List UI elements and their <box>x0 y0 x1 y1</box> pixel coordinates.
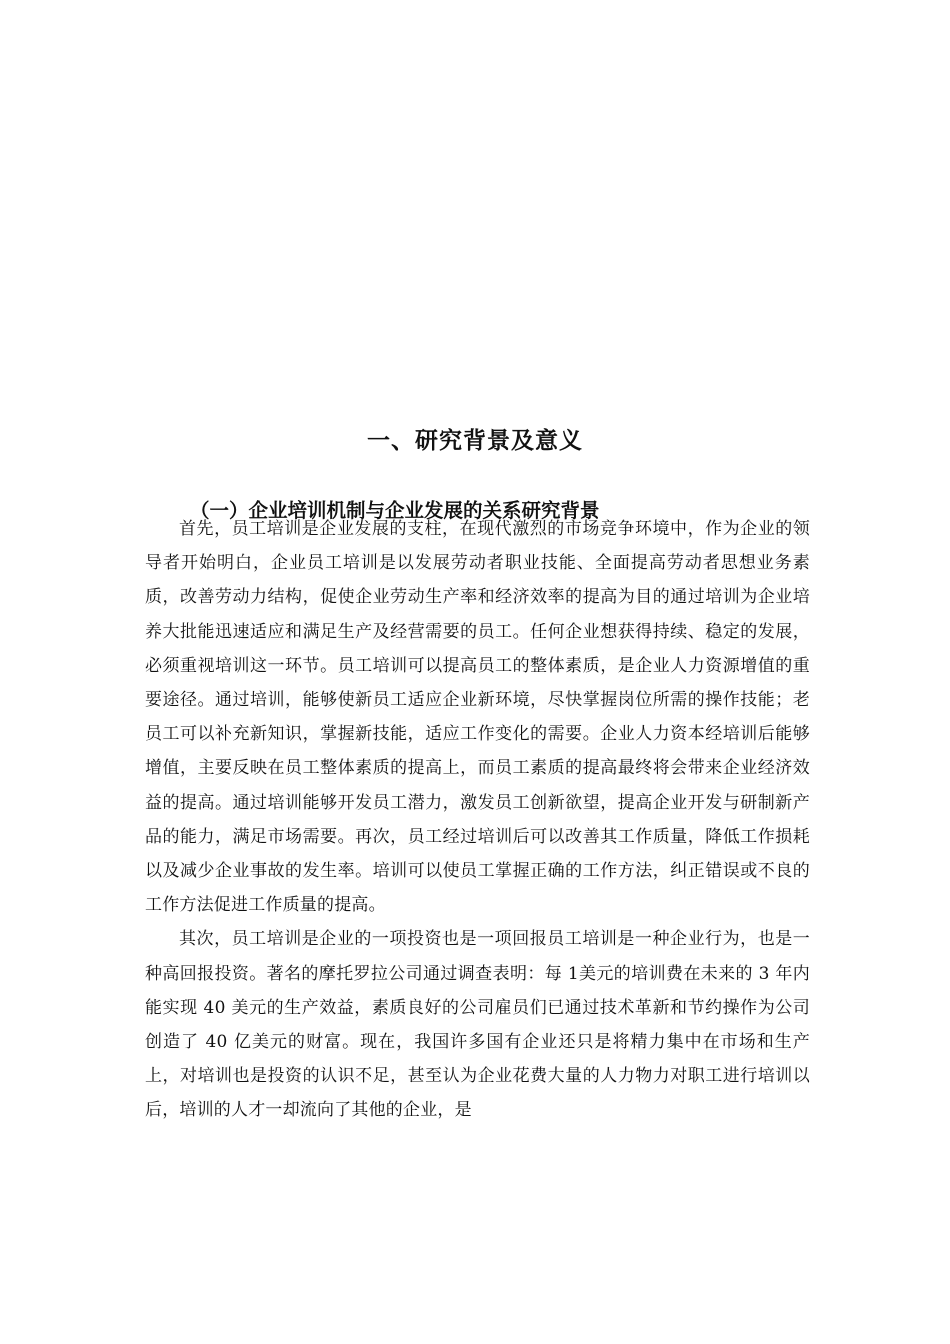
section-title: （一）企业培训机制与企业发展的关系研究背景 <box>190 499 600 523</box>
chapter-title: 一、研究背景及意义 <box>367 428 583 455</box>
paragraph-1: 首先，员工培训是企业发展的支柱，在现代激烈的市场竞争环境中，作为企业的领导者开始明白，企业员工培训是以发展劳动者职业技能、全面提高劳动者思想业务素质，改善劳动力结构，促使企业劳动生产率和经济效率的提高为目的通过培训为企业培养大批能迅速适应和满足生产及经营需要的员工。任何企业想获得持续、稳定的发展，必须重视培训这一环节。员工培训可以提高员工的整体素质，是企业人力资源增值的重要途径。通过培训，能够使新员工适应企业新环境，尽快掌握岗位所需的操作技能；老员工可以补充新知识，掌握新技能，适应工作变化的需要。企业人力资本经培训后能够增值，主要反映在员工整体素质的提高上，而员工素质的提高最终将会带来企业经济效益的提高。通过培训能够开发员工潜力，激发员工创新欲望，提高企业开发与研制新产品的能力，满足市场需要。再次，员工经过培训后可以改善其工作质量，降低工作损耗以及减少企业事故的发生率。培训可以使员工掌握正确的工作方法，纠正错误或不良的工作方法促进工作质量的提高。 <box>145 519 810 916</box>
paragraph-2: 其次，员工培训是企业的一项投资也是一项回报员工培训是一种企业行为，也是一种高回报投资。著名的摩托罗拉公司通过调查表明：每 1美元的培训费在未来的 3 年内能实现 40 美元的生产效益，素质良好的公司雇员们已通过技术革新和节约操作为公司创造了 40 亿美元的财富。现在，我国许多国有企业还只是将精力集中在市场和生产上，对培训也是投资的认识不足，甚至认为企业花费大量的人力物力对职工进行培训以后，培训的人才一却流向了其他的企业，是 <box>145 929 810 1121</box>
body-text <box>145 512 810 1128</box>
